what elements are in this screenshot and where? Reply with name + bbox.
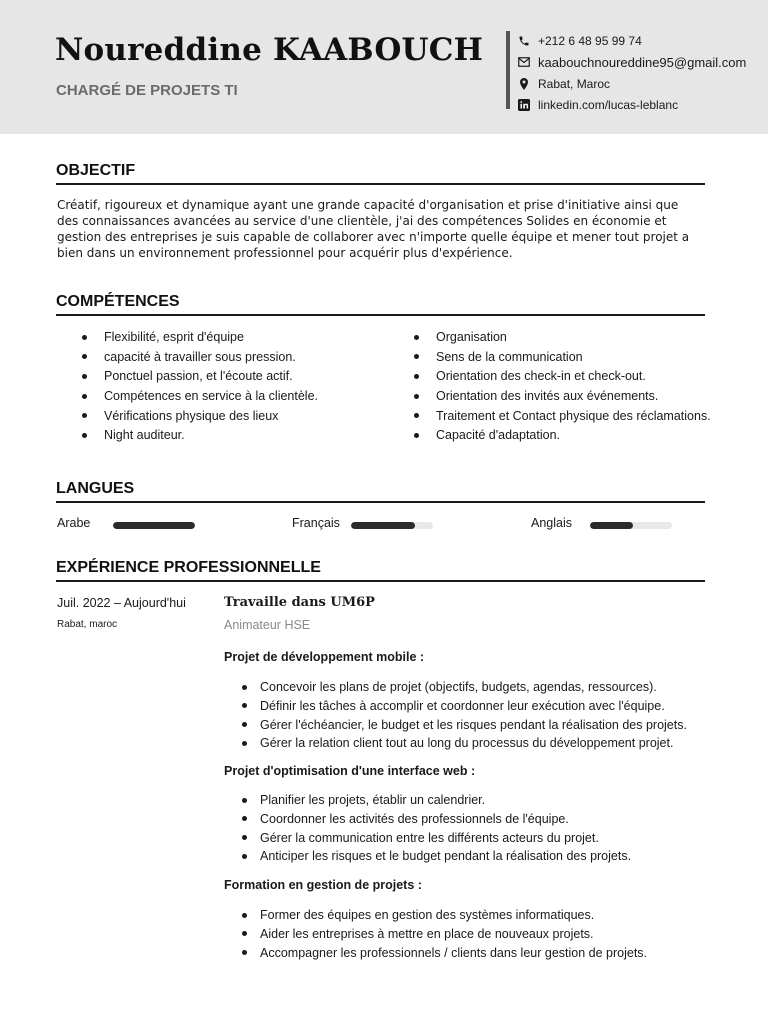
experience-company: Travaille dans UM6P bbox=[224, 595, 375, 610]
contact-block bbox=[518, 30, 746, 116]
list-item: Vérifications physique des lieux bbox=[82, 407, 318, 427]
list-item: Traitement et Contact physique des réclamations. bbox=[414, 407, 711, 427]
resume-header bbox=[0, 0, 768, 134]
language-bar-francais bbox=[351, 522, 433, 529]
section-rule-skills bbox=[56, 314, 705, 316]
candidate-name: Noureddine KAABOUCH bbox=[55, 32, 484, 68]
list-item: Capacité d'adaptation. bbox=[414, 426, 711, 446]
job-title: CHARGÉ DE PROJETS TI bbox=[56, 82, 238, 99]
skills-list-right bbox=[414, 328, 711, 446]
list-item: Gérer la communication entre les différents acteurs du projet. bbox=[242, 829, 631, 848]
section-rule-languages bbox=[56, 501, 705, 503]
envelope-icon bbox=[518, 56, 530, 68]
experience-location: Rabat, maroc bbox=[57, 619, 118, 630]
section-title-experience: EXPÉRIENCE PROFESSIONNELLE bbox=[56, 559, 321, 576]
list-item: Accompagner les professionnels / clients dans leur gestion de projets. bbox=[242, 944, 647, 963]
list-item: Orientation des invités aux événements. bbox=[414, 387, 711, 407]
section-title-languages: LANGUES bbox=[56, 480, 135, 497]
linkedin-icon bbox=[518, 99, 530, 111]
list-item: Anticiper les risques et le budget pendant la réalisation des projets. bbox=[242, 847, 631, 866]
language-name-anglais: Anglais bbox=[531, 516, 572, 530]
contact-linkedin bbox=[518, 95, 746, 117]
list-item: Flexibilité, esprit d'équipe bbox=[82, 328, 318, 348]
list-item: Coordonner les activités des professionnels de l'équipe. bbox=[242, 810, 631, 829]
language-name-francais: Français bbox=[292, 516, 340, 530]
list-item: Gérer l'échéancier, le budget et les risques pendant la réalisation des projets. bbox=[242, 716, 687, 735]
skills-list-left bbox=[82, 328, 318, 446]
language-bar-arabe bbox=[113, 522, 195, 529]
list-item: Concevoir les plans de projet (objectifs, budgets, agendas, ressources). bbox=[242, 678, 687, 697]
section-title-objective: OBJECTIF bbox=[56, 162, 136, 179]
language-fill-anglais bbox=[590, 522, 633, 529]
list-item: Aider les entreprises à mettre en place de nouveaux projets. bbox=[242, 925, 647, 944]
list-item: Sens de la communication bbox=[414, 348, 711, 368]
section-rule-experience bbox=[56, 580, 705, 582]
contact-email bbox=[518, 52, 746, 74]
project-title: Projet d'optimisation d'une interface web : bbox=[224, 764, 476, 778]
location-text: Rabat, Maroc bbox=[538, 76, 611, 91]
list-item: Ponctuel passion, et l'écoute actif. bbox=[82, 367, 318, 387]
language-fill-francais bbox=[351, 522, 415, 529]
language-name-arabe: Arabe bbox=[57, 516, 91, 530]
list-item: Night auditeur. bbox=[82, 426, 318, 446]
list-item: Organisation bbox=[414, 328, 711, 348]
list-item: Gérer la relation client tout au long du processus du développement projet. bbox=[242, 734, 687, 753]
objective-text: Créatif, rigoureux et dynamique ayant une grande capacité d'organisation et prise d'initiative ainsi que des connaissances avancées au service d'une clientèle, j'ai des compétences Solides en économie et gestion des entreprises je suis capable de collaborer avec n'importe quelle équipe et mener tout projet a bien dans un environnement professionnel pour acquérir plus d'expérience. bbox=[57, 198, 690, 260]
list-item: Former des équipes en gestion des systèmes informatiques. bbox=[242, 906, 647, 925]
language-fill-arabe bbox=[113, 522, 195, 529]
list-item: Orientation des check-in et check-out. bbox=[414, 367, 711, 387]
experience-dates: Juil. 2022 – Aujourd'hui bbox=[57, 596, 186, 610]
email-text[interactable]: kaabouchnoureddine95@gmail.com bbox=[538, 54, 747, 70]
contact-divider bbox=[506, 31, 510, 109]
experience-role: Animateur HSE bbox=[224, 618, 311, 632]
contact-location bbox=[518, 73, 746, 95]
phone-icon bbox=[518, 35, 530, 47]
project-task-list bbox=[242, 791, 631, 866]
map-pin-icon bbox=[518, 78, 530, 90]
project-task-list bbox=[242, 906, 647, 962]
linkedin-text[interactable]: linkedin.com/lucas-leblanc bbox=[538, 98, 679, 113]
project-title: Projet de développement mobile : bbox=[224, 650, 425, 664]
phone-text[interactable]: +212 6 48 95 99 74 bbox=[538, 33, 642, 48]
list-item: Planifier les projets, établir un calendrier. bbox=[242, 791, 631, 810]
section-title-skills: COMPÉTENCES bbox=[56, 293, 180, 310]
project-title: Formation en gestion de projets : bbox=[224, 878, 422, 892]
list-item: Définir les tâches à accomplir et coordonner leur exécution avec l'équipe. bbox=[242, 697, 687, 716]
contact-phone bbox=[518, 30, 746, 52]
list-item: capacité à travailler sous pression. bbox=[82, 348, 318, 368]
project-task-list bbox=[242, 678, 687, 753]
list-item: Compétences en service à la clientèle. bbox=[82, 387, 318, 407]
section-rule-objective bbox=[56, 183, 705, 185]
language-bar-anglais bbox=[590, 522, 672, 529]
